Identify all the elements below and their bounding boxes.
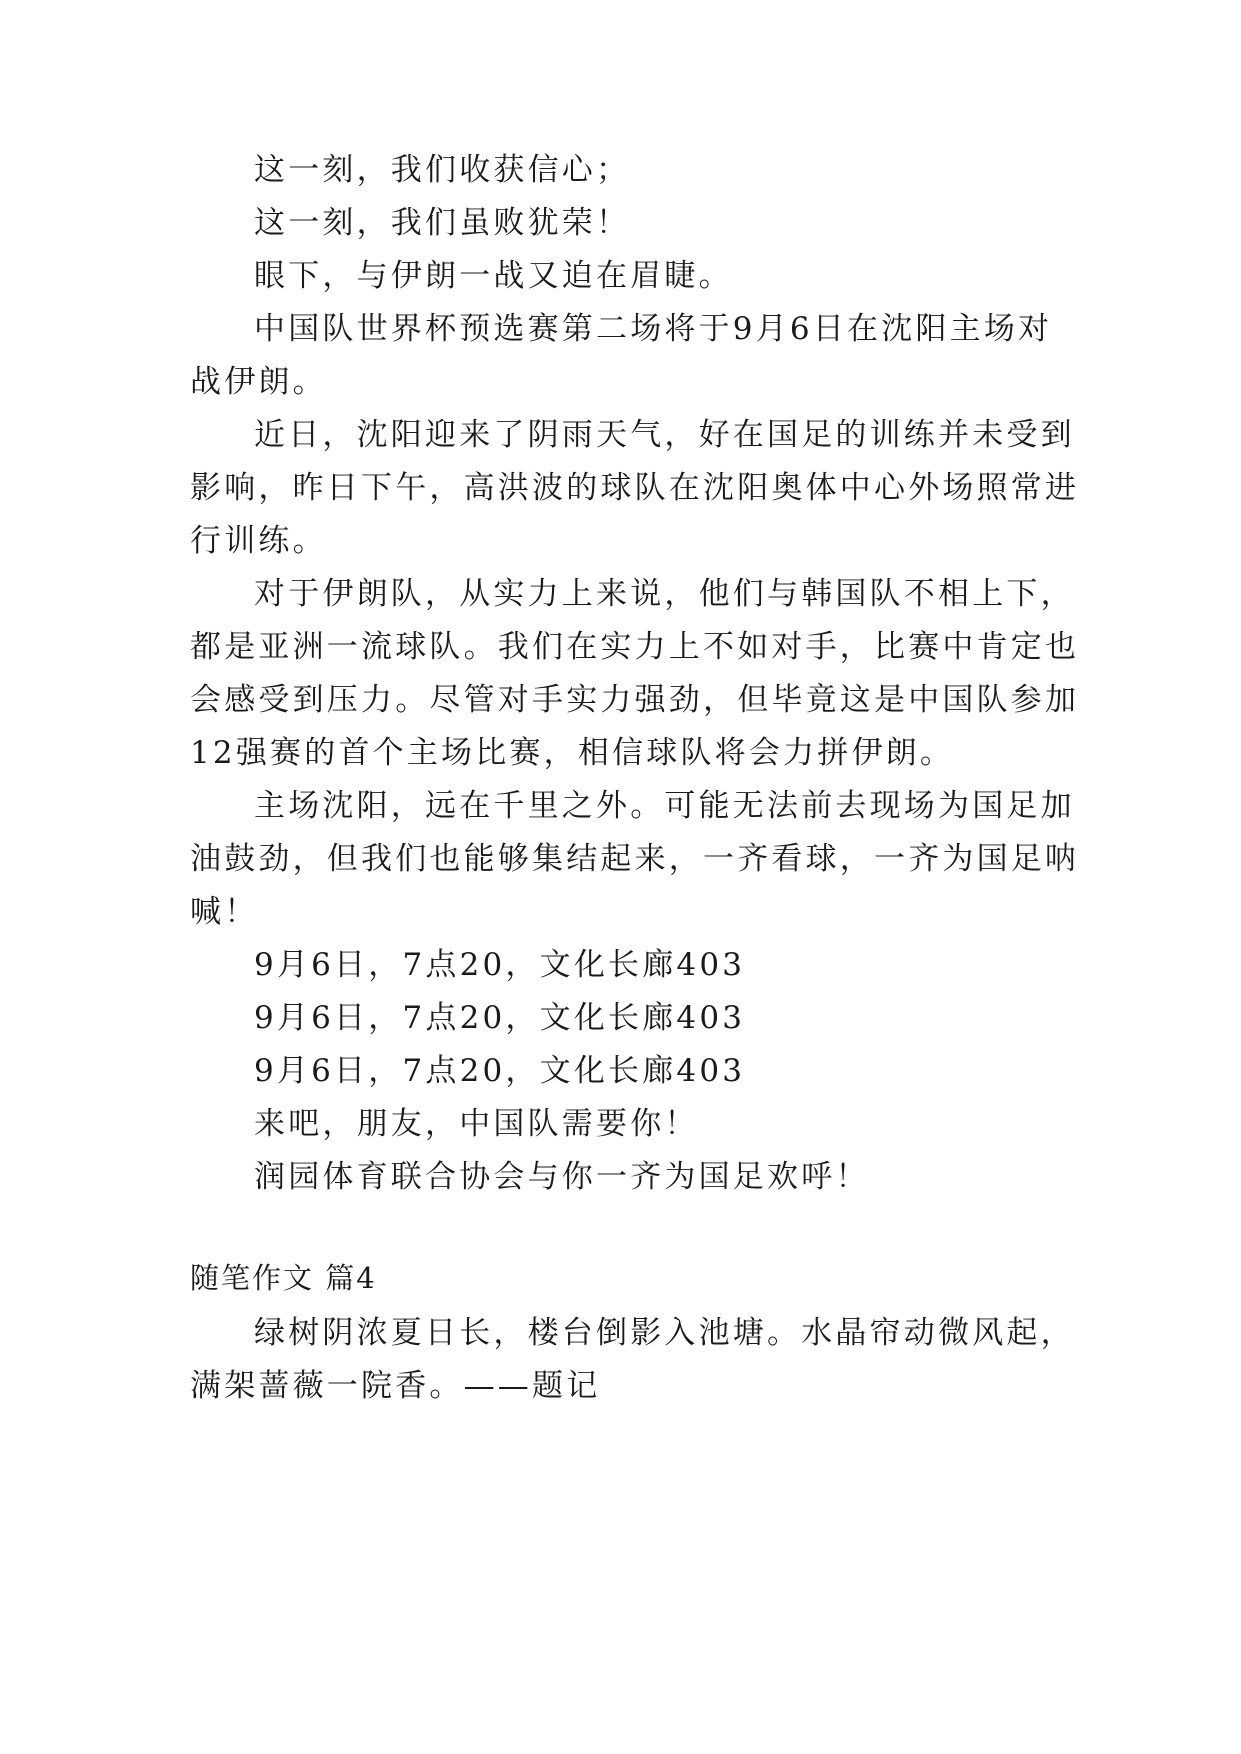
paragraph-line: 对于伊朗队，从实力上来说，他们与韩国队不相上下， bbox=[254, 576, 1075, 612]
paragraph-line: 这一刻，我们虽败犹荣！ bbox=[254, 205, 631, 241]
paragraph-line: 近日，沈阳迎来了阴雨天气，好在国足的训练并未受到 bbox=[254, 417, 1075, 453]
paragraph-line: 眼下，与伊朗一战又迫在眉睫。 bbox=[254, 258, 733, 294]
paragraph-line: 油鼓劲，但我们也能够集结起来，一齐看球，一齐为国足呐 bbox=[190, 841, 1080, 877]
paragraph-line: 中国队世界杯预选赛第二场将于9月6日在沈阳主场对 bbox=[254, 311, 1053, 347]
paragraph-line: 绿树阴浓夏日长，楼台倒影入池塘。水晶帘动微风起， bbox=[254, 1315, 1075, 1351]
paragraph-line: 这一刻，我们收获信心； bbox=[254, 152, 631, 188]
paragraph-line: 润园体育联合协会与你一齐为国足欢呼！ bbox=[254, 1159, 870, 1195]
paragraph-line: 行训练。 bbox=[190, 523, 327, 559]
event-info-line: 9月6日，7点20，文化长廊403 bbox=[254, 1053, 746, 1089]
paragraph-line: 战伊朗。 bbox=[190, 364, 327, 400]
section-heading: 随笔作文 篇4 bbox=[190, 1261, 377, 1295]
paragraph-line: 主场沈阳，远在千里之外。可能无法前去现场为国足加 bbox=[254, 788, 1075, 824]
paragraph-line: 都是亚洲一流球队。我们在实力上不如对手，比赛中肯定也 bbox=[190, 629, 1080, 665]
paragraph-line: 喊！ bbox=[190, 894, 259, 930]
paragraph-line: 会感受到压力。尽管对手实力强劲，但毕竟这是中国队参加 bbox=[190, 682, 1080, 718]
paragraph-line: 来吧，朋友，中国队需要你！ bbox=[254, 1106, 699, 1142]
paragraph-line: 影响，昨日下午，高洪波的球队在沈阳奥体中心外场照常进 bbox=[190, 470, 1080, 506]
event-info-line: 9月6日，7点20，文化长廊403 bbox=[254, 947, 746, 983]
paragraph-line: 满架蔷薇一院香。——题记 bbox=[190, 1368, 601, 1404]
event-info-line: 9月6日，7点20，文化长廊403 bbox=[254, 1000, 746, 1036]
paragraph-line: 12强赛的首个主场比赛，相信球队将会力拼伊朗。 bbox=[190, 735, 955, 771]
